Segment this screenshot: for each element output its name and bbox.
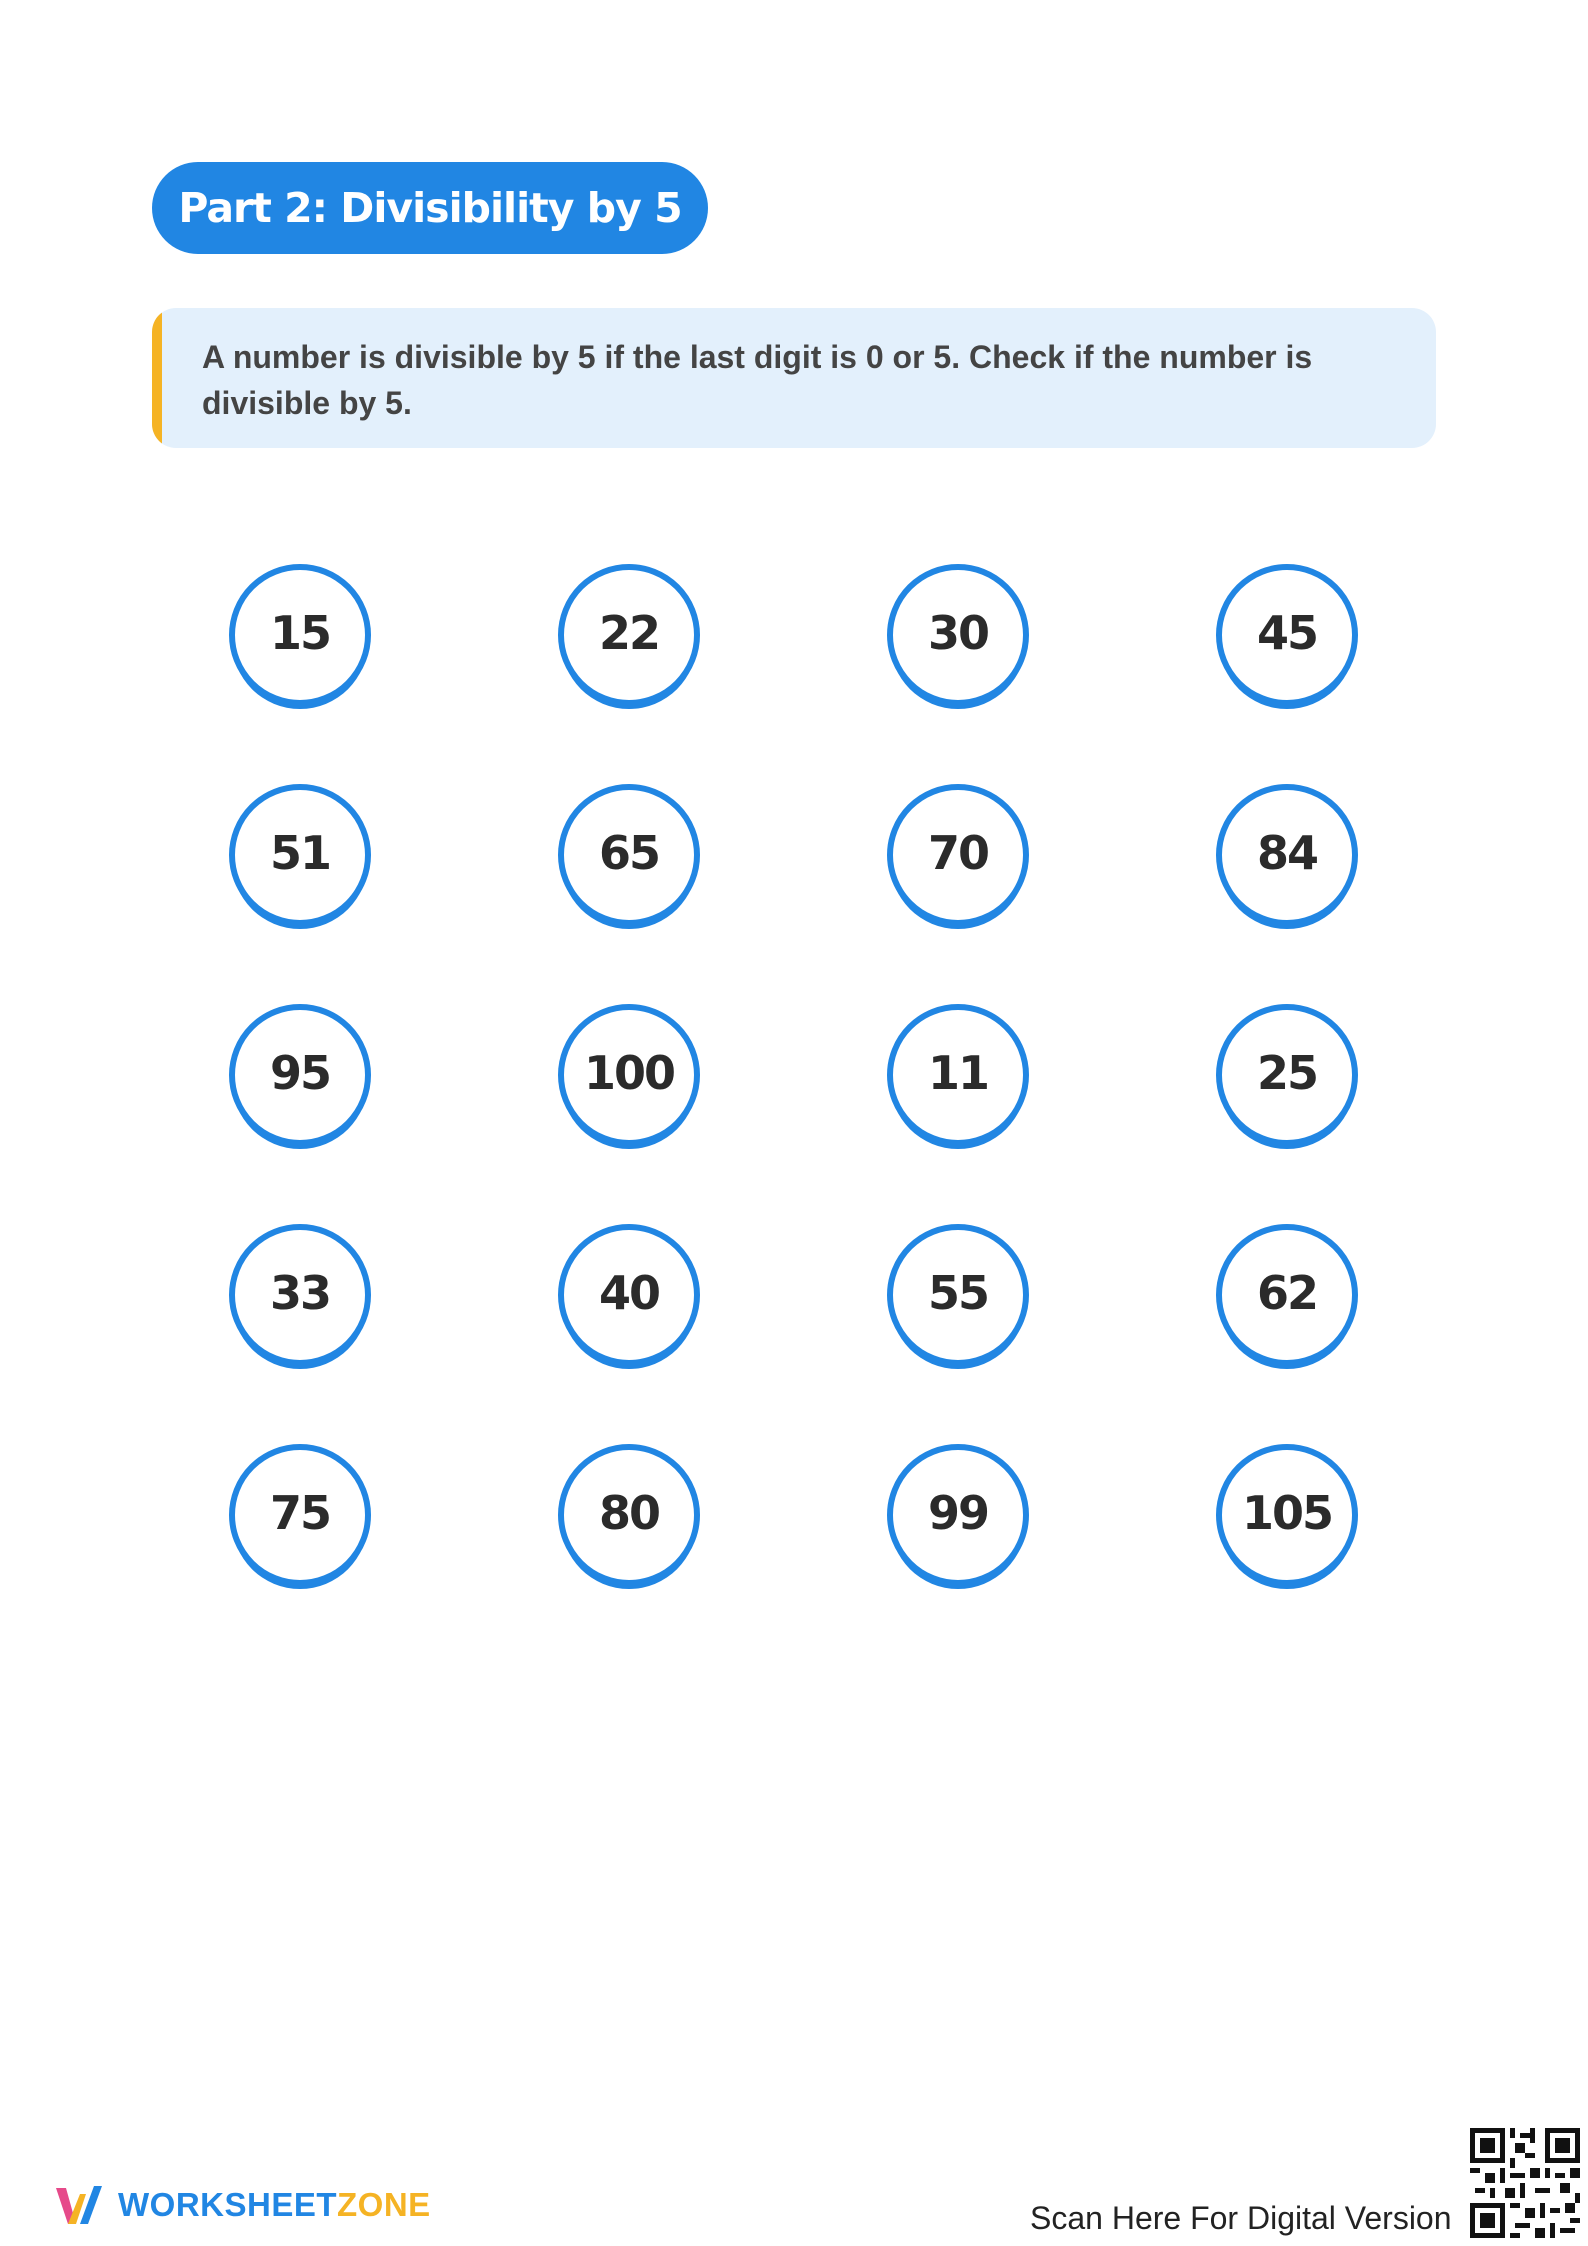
number-circle[interactable] (883, 1218, 1033, 1378)
scan-caption: Scan Here For Digital Version (1030, 2200, 1452, 2236)
number-value: 62 (1256, 1266, 1317, 1320)
number-circle[interactable] (225, 778, 375, 938)
qr-code-icon[interactable] (1470, 2128, 1580, 2238)
number-value: 22 (598, 606, 659, 660)
number-value: 40 (598, 1266, 659, 1320)
number-circle[interactable] (554, 778, 704, 938)
section-title-pill (152, 162, 708, 254)
number-circle[interactable] (554, 998, 704, 1158)
number-circle[interactable] (883, 558, 1033, 718)
number-circle[interactable] (225, 998, 375, 1158)
number-value: 15 (269, 606, 330, 660)
number-value: 55 (927, 1266, 988, 1320)
number-circle[interactable] (554, 558, 704, 718)
worksheetzone-logo (52, 2180, 431, 2230)
number-value: 99 (927, 1486, 988, 1540)
number-value: 11 (927, 1046, 988, 1100)
section-title: Part 2: Divisibility by 5 (178, 184, 682, 232)
number-circle[interactable] (554, 1438, 704, 1598)
number-value: 105 (1241, 1486, 1333, 1540)
number-value: 75 (269, 1486, 330, 1540)
number-value: 51 (269, 826, 330, 880)
number-circle[interactable] (1212, 558, 1362, 718)
number-circle[interactable] (1212, 1218, 1362, 1378)
number-circle[interactable] (225, 1218, 375, 1378)
number-circle[interactable] (883, 1438, 1033, 1598)
number-circle[interactable] (883, 778, 1033, 938)
number-value: 70 (927, 826, 988, 880)
brand-main: WORKSHEET (118, 2186, 337, 2223)
number-value: 65 (598, 826, 659, 880)
number-value: 25 (1256, 1046, 1317, 1100)
number-value: 95 (269, 1046, 330, 1100)
number-value: 45 (1256, 606, 1317, 660)
number-circle[interactable] (225, 1438, 375, 1598)
number-grid (225, 558, 1361, 1598)
instruction-text: A number is divisible by 5 if the last digit is 0 or 5. Check if the number is divisible by 5. (202, 339, 1313, 421)
number-circle[interactable] (883, 998, 1033, 1158)
number-circle[interactable] (1212, 1438, 1362, 1598)
number-value: 84 (1256, 826, 1317, 880)
number-circle[interactable] (225, 558, 375, 718)
number-circle[interactable] (1212, 778, 1362, 938)
logo-mark-icon (52, 2180, 106, 2230)
number-value: 30 (927, 606, 988, 660)
brand-name (118, 2186, 431, 2224)
number-value: 100 (583, 1046, 675, 1100)
number-value: 80 (598, 1486, 659, 1540)
instruction-box (152, 308, 1436, 448)
number-circle[interactable] (554, 1218, 704, 1378)
brand-accent: ZONE (337, 2186, 431, 2223)
number-value: 33 (269, 1266, 330, 1320)
number-circle[interactable] (1212, 998, 1362, 1158)
